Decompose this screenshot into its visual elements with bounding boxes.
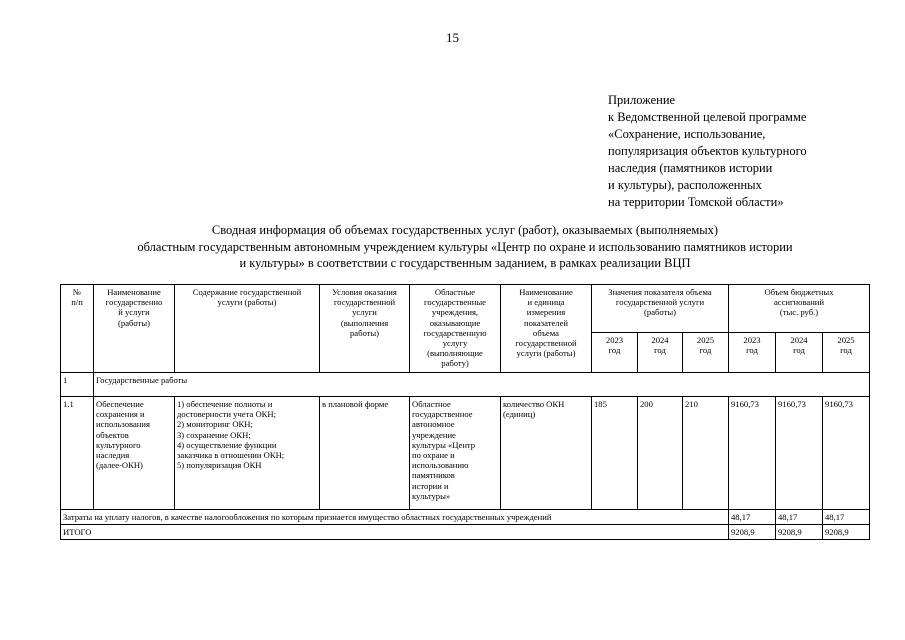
- row-content: 1) обеспечение полноты и достоверности учета ОКН; 2) мониторинг ОКН; 3) сохранение ОКН; 4) осуществление функции заказчика в отношении ОКН; 5) популяризация ОКН: [175, 397, 320, 510]
- page-number: 15: [446, 30, 459, 45]
- total-2024: 9208,9: [776, 525, 823, 540]
- row-volume-2023: 185: [592, 397, 638, 510]
- appendix-block: [608, 92, 807, 211]
- taxes-2024: 48,17: [776, 510, 823, 525]
- document-title: [60, 222, 870, 272]
- row-indicator: количество ОКН (единиц): [501, 397, 592, 510]
- title-line: и культуры» в соответствии с государственным заданием, в рамках реализации ВЦП: [239, 256, 691, 270]
- row-institution: Областное государственное автономное учреждение культуры «Центр по охране и использованию памятников истории и культуры»: [410, 397, 501, 510]
- header-year-2025: 2025 год: [823, 333, 870, 373]
- taxes-row: [61, 510, 870, 525]
- section-label: Государственные работы: [94, 373, 870, 397]
- title-line: Сводная информация об объемах государственных услуг (работ), оказываемых (выполняемых): [211, 223, 719, 237]
- header-budget-group: Объем бюджетных ассигнований (тыс. руб.): [729, 285, 870, 333]
- total-label: ИТОГО: [61, 525, 729, 540]
- row-conditions: в плановой форме: [320, 397, 410, 510]
- appendix-line: на территории Томской области»: [608, 195, 784, 209]
- total-row: [61, 525, 870, 540]
- taxes-2023: 48,17: [729, 510, 776, 525]
- header-indicator: Наименование и единица измерения показателей объема государственной услуги (работы): [501, 285, 592, 373]
- title-line: областным государственным автономным учреждением культуры «Центр по охране и использованию памятников истории: [137, 239, 793, 254]
- appendix-line: «Сохранение, использование,: [608, 127, 766, 141]
- header-year-2024: 2024 год: [776, 333, 823, 373]
- appendix-line: наследия (памятников истории: [608, 161, 773, 175]
- header-num: № п/п: [61, 285, 94, 373]
- header-service-name: Наименование государственно й услуги (работы): [94, 285, 175, 373]
- appendix-line: Приложение: [608, 93, 676, 107]
- table-row: [61, 397, 870, 510]
- row-service-name: Обеспечение сохранения и использования объектов культурного наследия (далее-ОКН): [94, 397, 175, 510]
- section-num: 1: [61, 373, 94, 397]
- appendix-line: и культуры), расположенных: [608, 178, 762, 192]
- total-2023: 9208,9: [729, 525, 776, 540]
- total-2025: 9208,9: [823, 525, 870, 540]
- appendix-line: популяризация объектов культурного: [608, 144, 807, 158]
- services-table: [60, 284, 870, 540]
- taxes-2025: 48,17: [823, 510, 870, 525]
- header-content: Содержание государственной услуги (работы): [175, 285, 320, 373]
- row-volume-2024: 200: [638, 397, 683, 510]
- header-year-2025: 2025 год: [683, 333, 729, 373]
- taxes-label: Затраты на уплату налогов, в качестве налогообложения по которым признается имущество областных государственных учреждений: [61, 510, 729, 525]
- header-row: [61, 285, 870, 333]
- header-year-2023: 2023 год: [729, 333, 776, 373]
- appendix-line: к Ведомственной целевой программе: [608, 110, 807, 124]
- section-row: [61, 373, 870, 397]
- row-volume-2025: 210: [683, 397, 729, 510]
- header-year-2024: 2024 год: [638, 333, 683, 373]
- row-num: 1.1: [61, 397, 94, 510]
- header-volume-group: Значения показателя объема государственной услуги (работы): [592, 285, 729, 333]
- row-budget-2024: 9160,73: [776, 397, 823, 510]
- row-budget-2023: 9160,73: [729, 397, 776, 510]
- header-conditions: Условия оказания государственной услуги (выполнения работы): [320, 285, 410, 373]
- row-budget-2025: 9160,73: [823, 397, 870, 510]
- header-year-2023: 2023 год: [592, 333, 638, 373]
- header-institutions: Областные государственные учреждения, оказывающие государственную услугу (выполняющие работу): [410, 285, 501, 373]
